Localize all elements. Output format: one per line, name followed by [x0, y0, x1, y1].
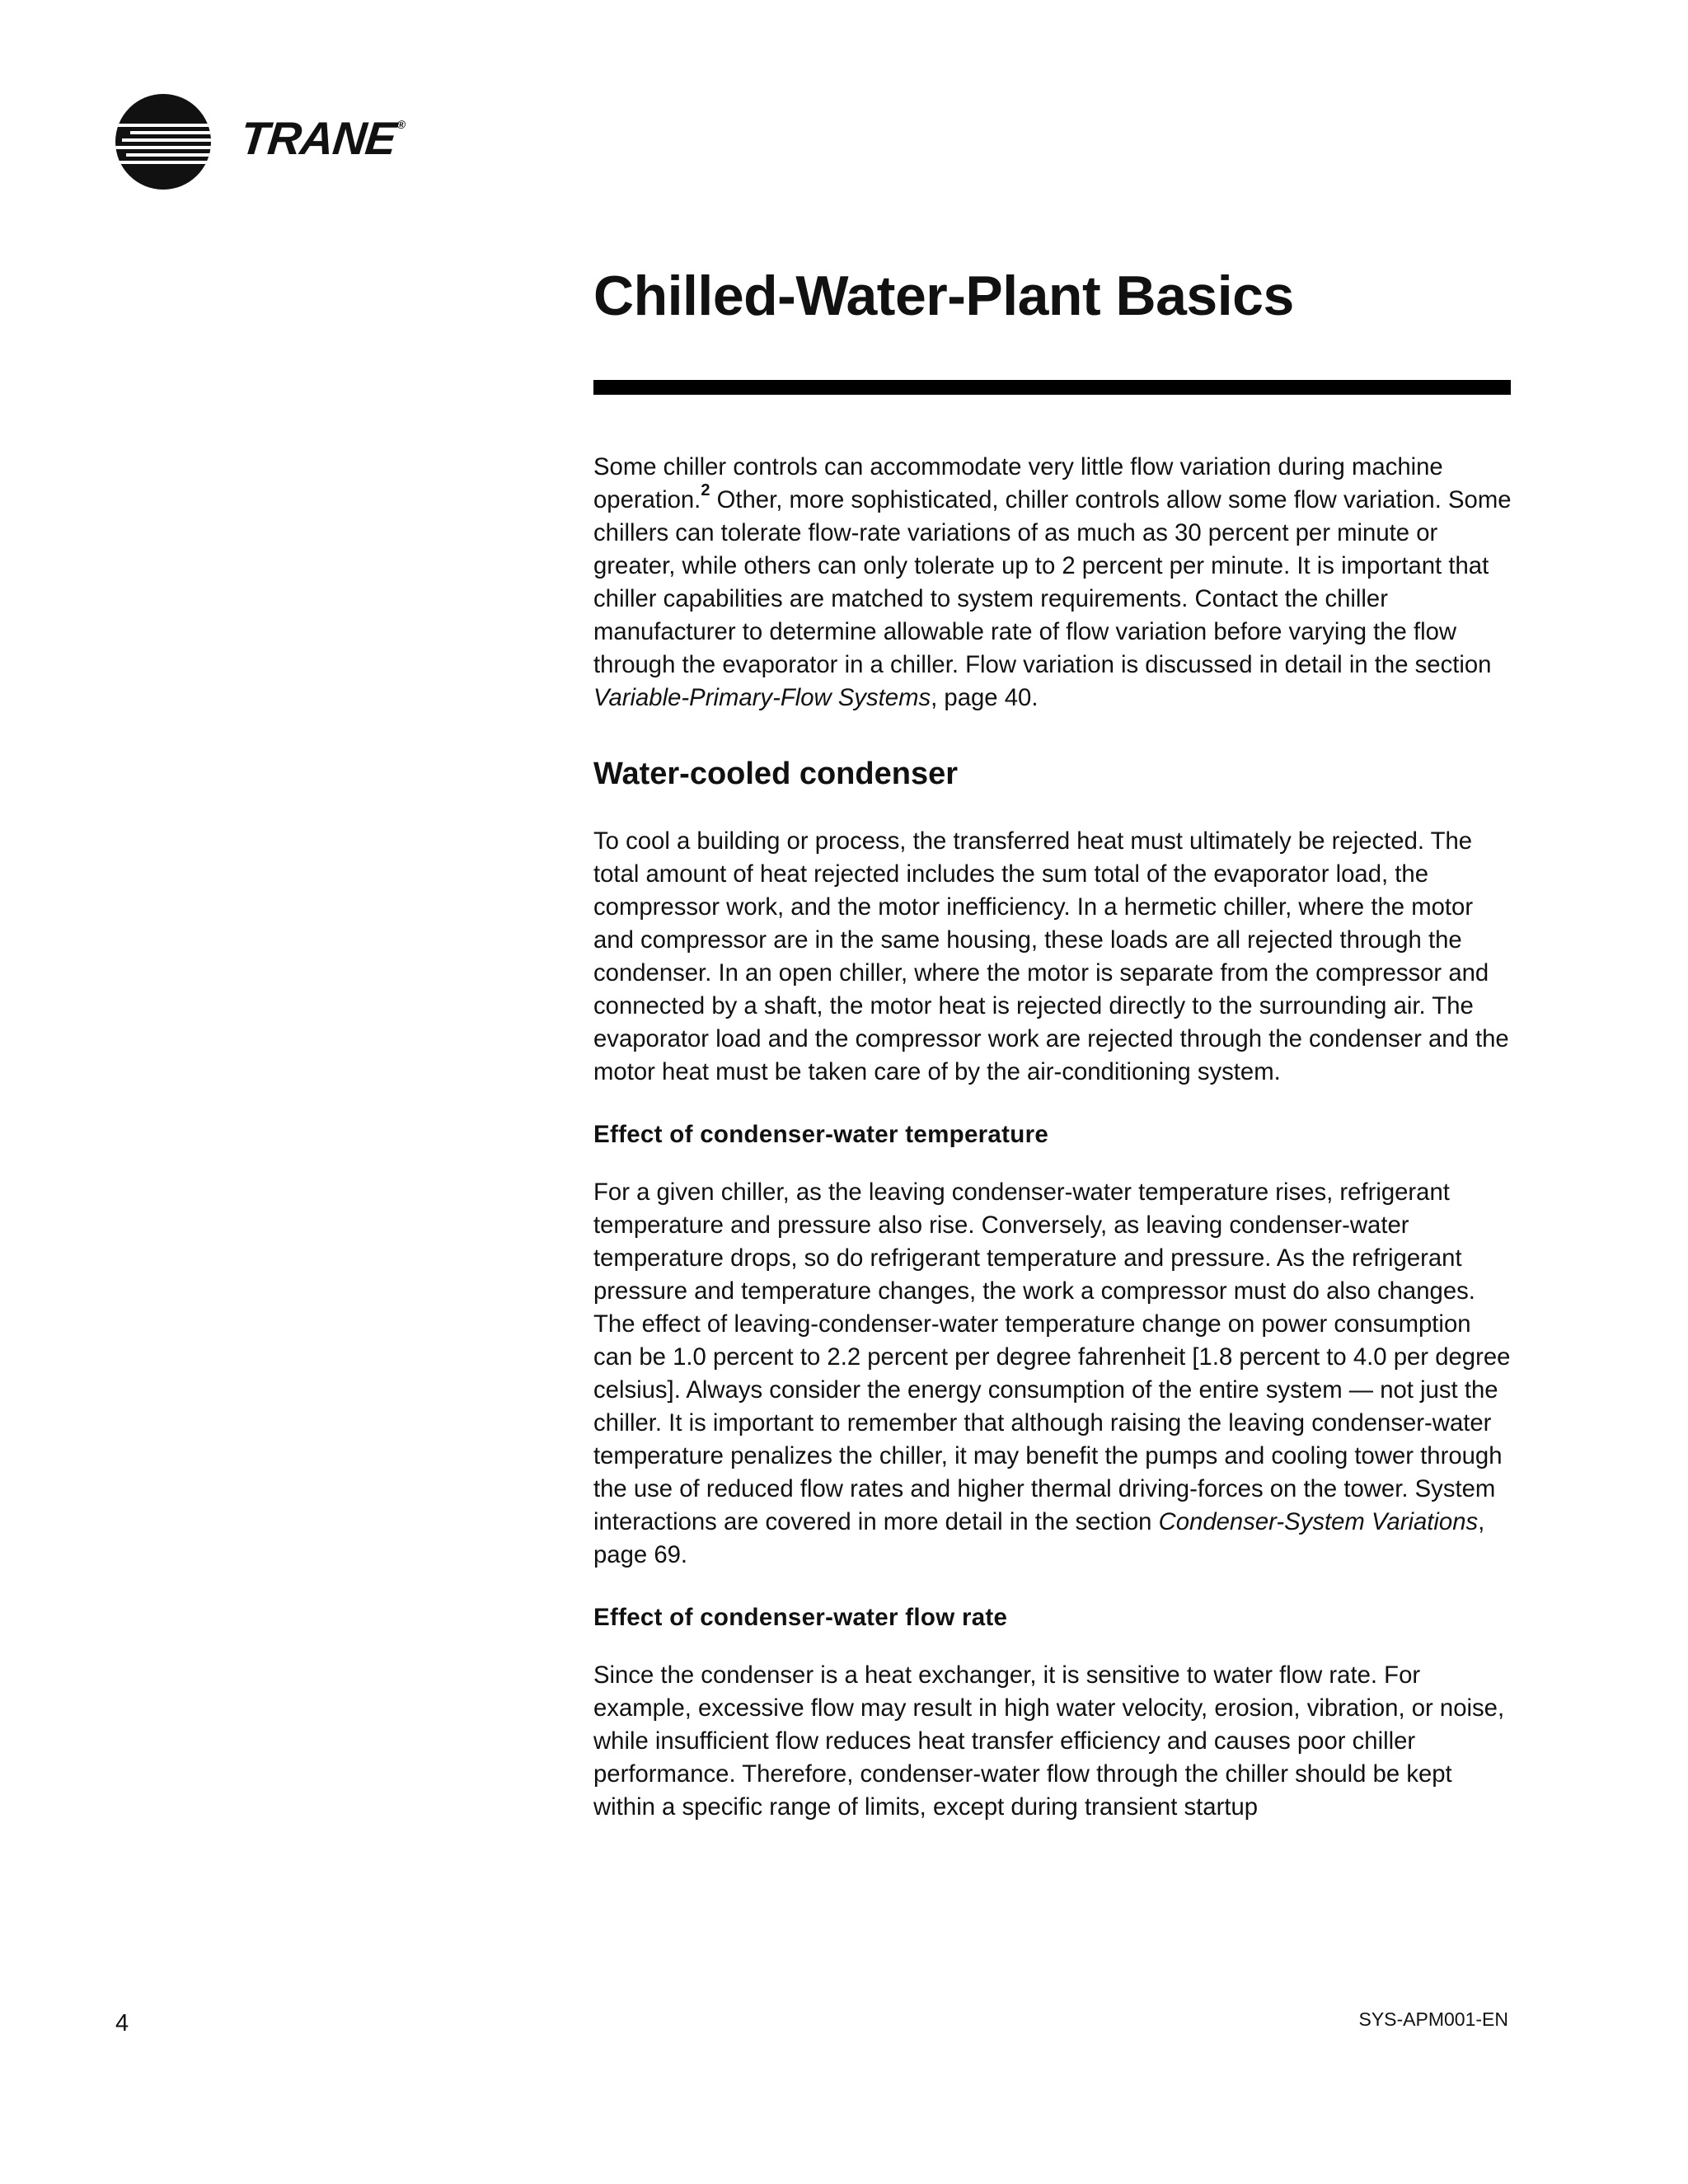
temperature-paragraph: For a given chiller, as the leaving condenser-water temperature rises, refrigerant temperature and pressure also rise. Conversely, as leaving condenser-water temperature drops, so do refrigerant temperature and pressure. As the refrigerant pressure and temperature changes, the work a compressor must do also changes. The effect of leaving-condenser-water temperature change on power consumption can be 1.0 percent to 2.2 percent per degree fahrenheit [1.8 percent to 4.0 per degree celsius]. Always consider the energy consumption of the entire system — not just the chiller. It is important to remember that although raising the leaving condenser-water temperature penalizes the chiller, it may benefit the pumps and cooling tower through the use of reduced flow rates and higher thermal driving-forces on the tower. System interactions are covered in more detail in the section Condenser-System Variations, page 69.: [593, 1179, 1511, 1568]
brand-wordmark: TRANE®: [237, 112, 406, 164]
footnote-ref[interactable]: 2: [701, 481, 710, 500]
section-reference-link[interactable]: Variable-Primary-Flow Systems: [593, 684, 931, 711]
trane-logo-icon: [114, 92, 221, 195]
section-reference-link[interactable]: Condenser-System Variations: [1158, 1508, 1479, 1535]
title-rule: [593, 380, 1511, 395]
page-number: 4: [115, 2010, 129, 2036]
page-title: Chilled-Water-Plant Basics: [593, 265, 1294, 327]
flow-rate-paragraph: Since the condenser is a heat exchanger, it is sensitive to water flow rate. For example, excessive flow may result in high water velocity, erosion, vibration, or noise, while insufficient flow reduces heat transfer efficiency and causes poor chiller performance. Therefore, condenser-water flow through the chiller should be kept within a specific range of limits, except during transient startup: [593, 1661, 1505, 1821]
section-heading: Water-cooled condenser: [593, 757, 959, 791]
section-paragraph: To cool a building or process, the transferred heat must ultimately be rejected. The total amount of heat rejected includes the sum total of the evaporator load, the compressor work, and the motor inefficiency. In a hermetic chiller, where the motor and compressor are in the same housing, these loads are all rejected through the condenser. In an open chiller, where the motor is separate from the compressor and connected by a shaft, the motor heat is rejected directly to the surrounding air. The evaporator load and the compressor work are rejected through the condenser and the motor heat must be taken care of by the air-conditioning system.: [593, 827, 1509, 1085]
subsection-heading-flow-rate: Effect of condenser-water flow rate: [593, 1604, 1008, 1631]
subsection-heading-temperature: Effect of condenser-water temperature: [593, 1121, 1049, 1148]
intro-paragraph: Some chiller controls can accommodate very little flow variation during machine operation.$^2$ Other, more sophisticated, chiller controls allow some flow variation. Some chillers can tolerate flow-rate variations of as much as 30 percent per minute or greater, while others can only tolerate up to 2 percent per minute. It is important that chiller capabilities are matched to system requirements. Contact the chiller manufacturer to determine allowable rate of flow variation before varying the flow through the evaporator in a chiller. Flow variation is discussed in detail in the section Variable-Primary-Flow Systems, page 40.: [593, 453, 1512, 711]
document-id: SYS-APM001-EN: [1358, 2008, 1508, 2030]
main-content: [593, 451, 1512, 1824]
